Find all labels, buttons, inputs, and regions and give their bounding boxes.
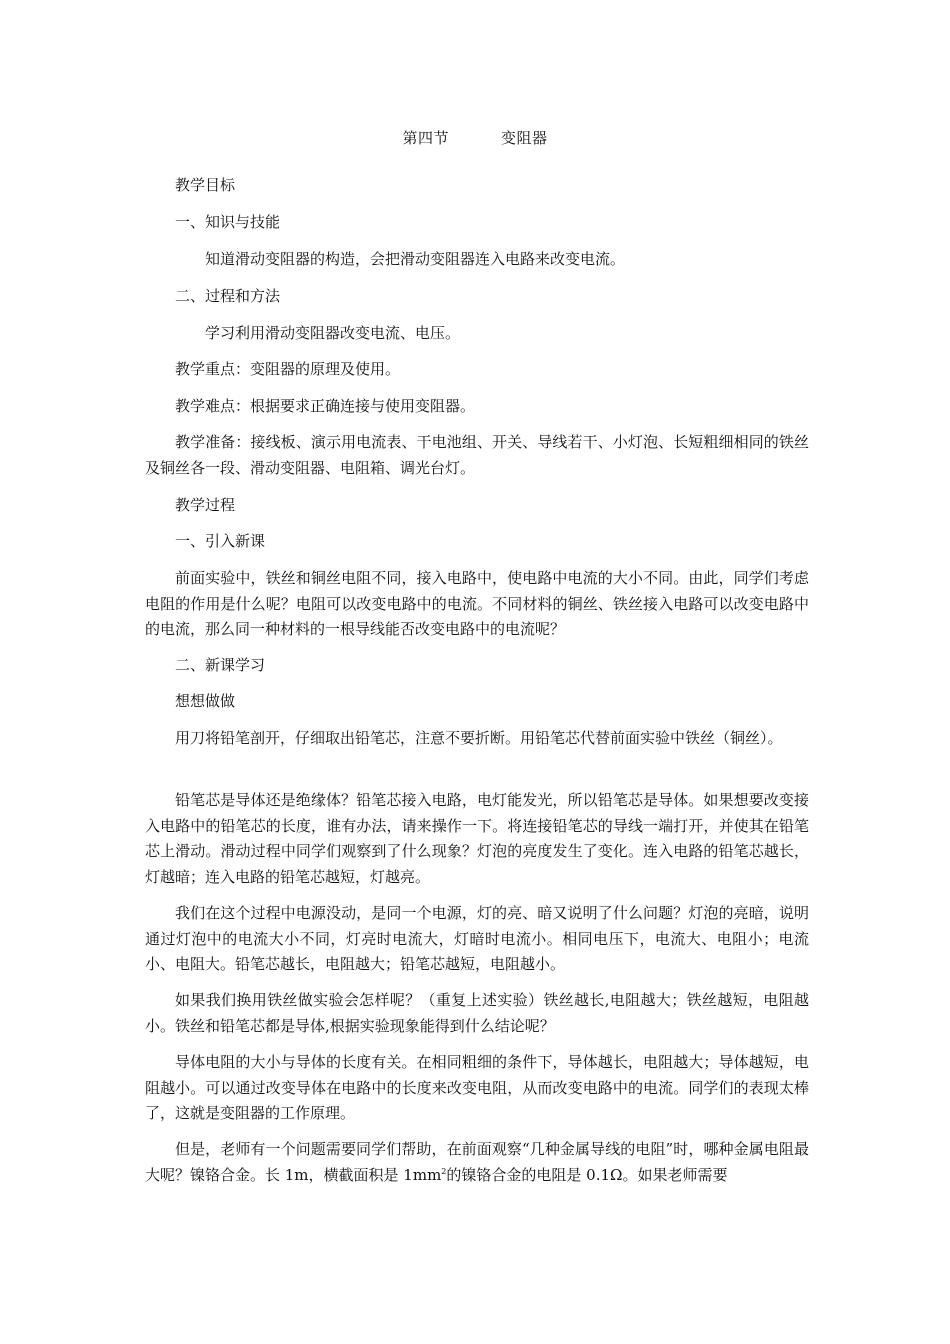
paragraph-4: 如果我们换用铁丝做实验会怎样呢？（重复上述实验）铁丝越长,电阻越大；铁丝越短，电阻越小。铁丝和铅笔芯都是导体,根据实验现象能得到什么结论呢？: [145, 991, 809, 1035]
paragraph-5: 导体电阻的大小与导体的长度有关。在相同粗细的条件下，导体越长，电阻越大；导体越短，电阻越小。可以通过改变导体在电路中的长度来改变电阻，从而改变电路中的电流。同学们的表现太棒了，这就是变阻器的工作原理。: [145, 1053, 809, 1122]
think-heading: 想想做做: [175, 692, 236, 710]
paragraph-6-text-a: 但是，老师有一个问题需要同学们帮助，在前面观察“几种金属导线的电阻”时，哪种金属电阻最大呢？镍铬合金。长 1m，横截面积是 1mm: [145, 1140, 809, 1184]
superscript-squared: 2: [441, 1166, 447, 1176]
page-title: [0, 127, 950, 148]
key-point: 教学重点：变阻器的原理及使用。: [175, 360, 401, 378]
section1-heading: 一、知识与技能: [175, 213, 281, 231]
preparation-paragraph: 教学准备：接线板、演示用电流表、干电池组、开关、导线若干、小灯泡、长短粗细相同的铁丝及铜丝各一段、滑动变阻器、电阻箱、调光台灯。: [145, 433, 809, 477]
objectives-heading: 教学目标: [175, 176, 236, 194]
section2-text: 学习利用滑动变阻器改变电流、电压。: [205, 324, 461, 342]
intro-heading: 一、引入新课: [175, 532, 266, 550]
difficulty: 教学难点：根据要求正确连接与使用变阻器。: [175, 397, 476, 415]
title-section-number: 第四节: [402, 129, 449, 147]
title-topic: 变阻器: [501, 129, 548, 147]
paragraph-6-text-b: 的镍铬合金的电阻是 0.1Ω。如果老师需要: [446, 1165, 728, 1184]
section2-heading: 二、过程和方法: [175, 287, 281, 305]
paragraph-2: 铅笔芯是导体还是绝缘体？铅笔芯接入电路，电灯能发光，所以铅笔芯是导体。如果想要改变接入电路中的铅笔芯的长度，谁有办法，请来操作一下。将连接铅笔芯的导线一端打开，并使其在铅笔芯上滑动。滑动过程中同学们观察到了什么现象？灯泡的亮度发生了变化。连入电路的铅笔芯越长，灯越暗；连入电路的铅笔芯越短，灯越亮。: [145, 791, 809, 886]
paragraph-1: 用刀将铅笔剖开，仔细取出铅笔芯，注意不要折断。用铅笔芯代替前面实验中铁丝（铜丝）。: [175, 729, 783, 747]
new-lesson-heading: 二、新课学习: [175, 656, 266, 674]
intro-paragraph: 前面实验中，铁丝和铜丝电阻不同，接入电路中，使电路中电流的大小不同。由此，同学们考虑电阻的作用是什么呢？电阻可以改变电路中的电流。不同材料的铜丝、铁丝接入电路可以改变电路中的电流，那么同一种材料的一根导线能否改变电路中的电流呢？: [145, 569, 809, 638]
process-heading: 教学过程: [175, 496, 236, 514]
paragraph-6: [145, 1137, 809, 1188]
section1-text: 知道滑动变阻器的构造，会把滑动变阻器连入电路来改变电流。: [205, 250, 626, 268]
paragraph-3: 我们在这个过程中电源没动，是同一个电源，灯的亮、暗又说明了什么问题？灯泡的亮暗，说明通过灯泡中的电流大小不同，灯亮时电流大，灯暗时电流小。相同电压下，电流大、电阻小；电流小、电阻大。铅笔芯越长，电阻越大；铅笔芯越短，电阻越小。: [145, 904, 809, 973]
